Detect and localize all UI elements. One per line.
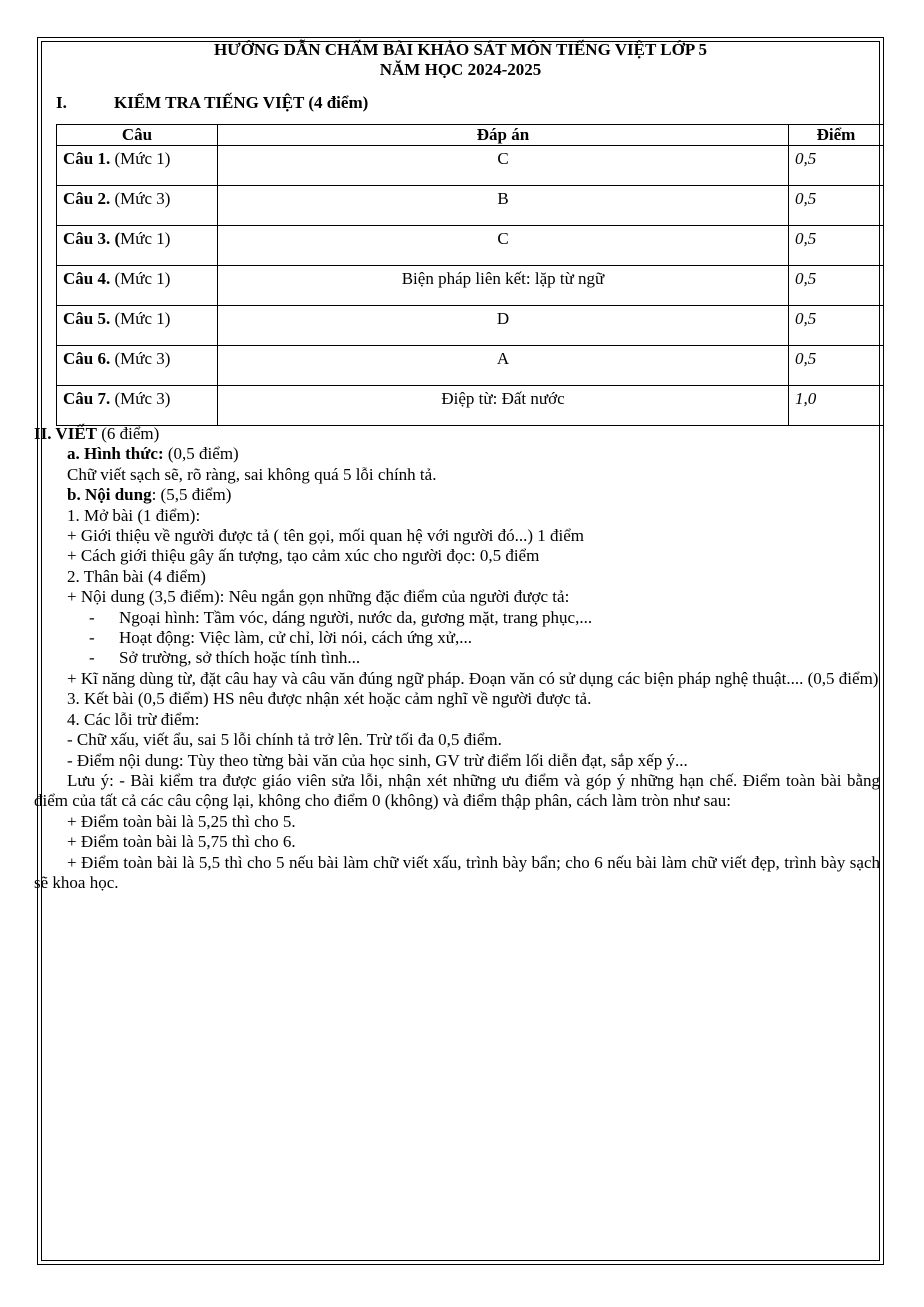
answer-cell: Điệp từ: Đất nước [218, 386, 789, 426]
question-label: Câu 1. [63, 149, 111, 168]
score-cell: 1,0 [789, 386, 884, 426]
answer-cell: Biện pháp liên kết: lặp từ ngữ [218, 266, 789, 306]
answer-cell: C [218, 146, 789, 186]
document-title: HƯỚNG DẪN CHẤM BÀI KHẢO SÁT MÔN TIẾNG VIỆT LỚP 5 [213, 40, 708, 59]
rounding-rule: + Điểm toàn bài là 5,75 thì cho 6. [67, 832, 296, 852]
score-cell: 0,5 [789, 306, 884, 346]
answer-cell: B [218, 186, 789, 226]
score-cell: 0,5 [789, 226, 884, 266]
deduction-heading: 4. Các lỗi trừ điểm: [67, 709, 200, 729]
question-level: (Mức 3) [110, 349, 171, 368]
question-label: Câu 6. [63, 349, 111, 368]
form-label: a. Hình thức: [67, 444, 164, 464]
content-label: b. Nội dung [67, 485, 152, 505]
form-criteria-heading [34, 444, 880, 464]
score-cell: 0,5 [789, 346, 884, 386]
header-score: Điểm [789, 125, 884, 146]
table-row [57, 226, 884, 266]
content-points: : (5,5 điểm) [151, 485, 232, 505]
header-answer: Đáp án [218, 125, 789, 146]
score-cell: 0,5 [789, 266, 884, 306]
table-header-row [57, 125, 884, 146]
body-heading: 2. Thân bài (4 điểm) [67, 566, 206, 586]
question-cell [57, 226, 218, 266]
body-item: + Nội dung (3,5 điểm): Nêu ngắn gọn những đặc điểm của người được tả: [67, 587, 570, 607]
table-row [57, 346, 884, 386]
dash-item-text: Hoạt động: Việc làm, cử chỉ, lời nói, cách ứng xử,... [119, 628, 473, 648]
school-year: NĂM HỌC 2024-2025 [379, 60, 542, 79]
answer-table [56, 124, 884, 426]
question-label: Câu 4. [63, 269, 111, 288]
answer-cell: C [218, 226, 789, 266]
question-cell [57, 146, 218, 186]
opening-item: + Giới thiệu về người được tả ( tên gọi, mối quan hệ với người đó...) 1 điểm [67, 526, 585, 546]
table-row [57, 146, 884, 186]
section-1-heading [56, 93, 368, 113]
table-row [57, 386, 884, 426]
table-row [57, 306, 884, 346]
question-cell [57, 266, 218, 306]
question-cell [57, 306, 218, 346]
question-level: (Mức 1) [110, 269, 171, 288]
question-level: (Mức 3) [110, 189, 171, 208]
section-2 [34, 424, 880, 893]
header-question: Câu [57, 125, 218, 146]
question-level: (Mức 1) [110, 149, 171, 168]
question-label: Câu 5. [63, 309, 111, 328]
dash-item-text: Ngoại hình: Tầm vóc, dáng người, nước da, gương mặt, trang phục,... [119, 607, 593, 627]
deduction-item: - Chữ xấu, viết ẩu, sai 5 lỗi chính tả trở lên. Trừ tối đa 0,5 điểm. [67, 730, 502, 750]
question-label: Câu 7. [63, 389, 111, 408]
deduction-item: - Điểm nội dung: Tùy theo từng bài văn của học sinh, GV trừ điểm lối diễn đạt, sắp xếp ý... [67, 750, 688, 770]
question-cell [57, 346, 218, 386]
question-level: (Mức 3) [110, 389, 171, 408]
question-cell [57, 386, 218, 426]
note-paragraph: Lưu ý: - Bài kiểm tra được giáo viên sửa lỗi, nhận xét những ưu điểm và góp ý những hạn chế. Điểm toàn bài bằng điểm của tất cả các câu cộng lại, không cho điểm 0 (không) và điểm thập phân, cách làm tròn như sau: [34, 770, 880, 811]
section-1-number: I. [56, 93, 67, 112]
dash-item-text: Sở trường, sở thích hoặc tính tình... [119, 648, 361, 668]
dash-item: - Ngoại hình: Tầm vóc, dáng người, nước da, gương mặt, trang phục,... [89, 607, 593, 627]
rounding-rule: + Điểm toàn bài là 5,5 thì cho 5 nếu bài làm chữ viết xấu, trình bày bẩn; cho 6 nếu bài làm chữ viết đẹp, trình bày sạch sẽ khoa học. [34, 852, 880, 892]
section-2-heading [34, 424, 880, 444]
form-criteria-text: Chữ viết sạch sẽ, rõ ràng, sai không quá 5 lỗi chính tả. [67, 464, 437, 484]
score-cell: 0,5 [789, 146, 884, 186]
table-row [57, 186, 884, 226]
closing-item: 3. Kết bài (0,5 điểm) HS nêu được nhận xét hoặc cảm nghĩ về người được tả. [67, 689, 592, 709]
title-block [37, 40, 884, 80]
form-points: (0,5 điểm) [163, 444, 239, 464]
dash-item: - Hoạt động: Việc làm, cử chỉ, lời nói, cách ứng xử,... [89, 628, 473, 648]
dash-item: - Sở trường, sở thích hoặc tính tình... [89, 648, 361, 668]
answer-cell: D [218, 306, 789, 346]
score-cell: 0,5 [789, 186, 884, 226]
section-1-title: KIỂM TRA TIẾNG VIỆT (4 điểm) [114, 93, 369, 112]
rounding-rule: + Điểm toàn bài là 5,25 thì cho 5. [67, 811, 296, 831]
question-label: Câu 3. ( [63, 229, 121, 248]
question-level: Mức 1) [120, 229, 171, 248]
section-2-points: (6 điểm) [97, 424, 160, 443]
question-cell [57, 186, 218, 226]
opening-heading: 1. Mở bài (1 điểm): [67, 505, 201, 525]
question-label: Câu 2. [63, 189, 111, 208]
question-level: (Mức 1) [110, 309, 171, 328]
body-item: + Kĩ năng dùng từ, đặt câu hay và câu văn đúng ngữ pháp. Đoạn văn có sử dụng các biện pháp nghệ thuật.... (0,5 điểm) [67, 668, 879, 688]
opening-item: + Cách giới thiệu gây ấn tượng, tạo cảm xúc cho người đọc: 0,5 điểm [67, 546, 540, 566]
table-row [57, 266, 884, 306]
section-2-title: II. VIẾT [34, 424, 97, 443]
answer-cell: A [218, 346, 789, 386]
content-criteria-heading [34, 485, 880, 505]
